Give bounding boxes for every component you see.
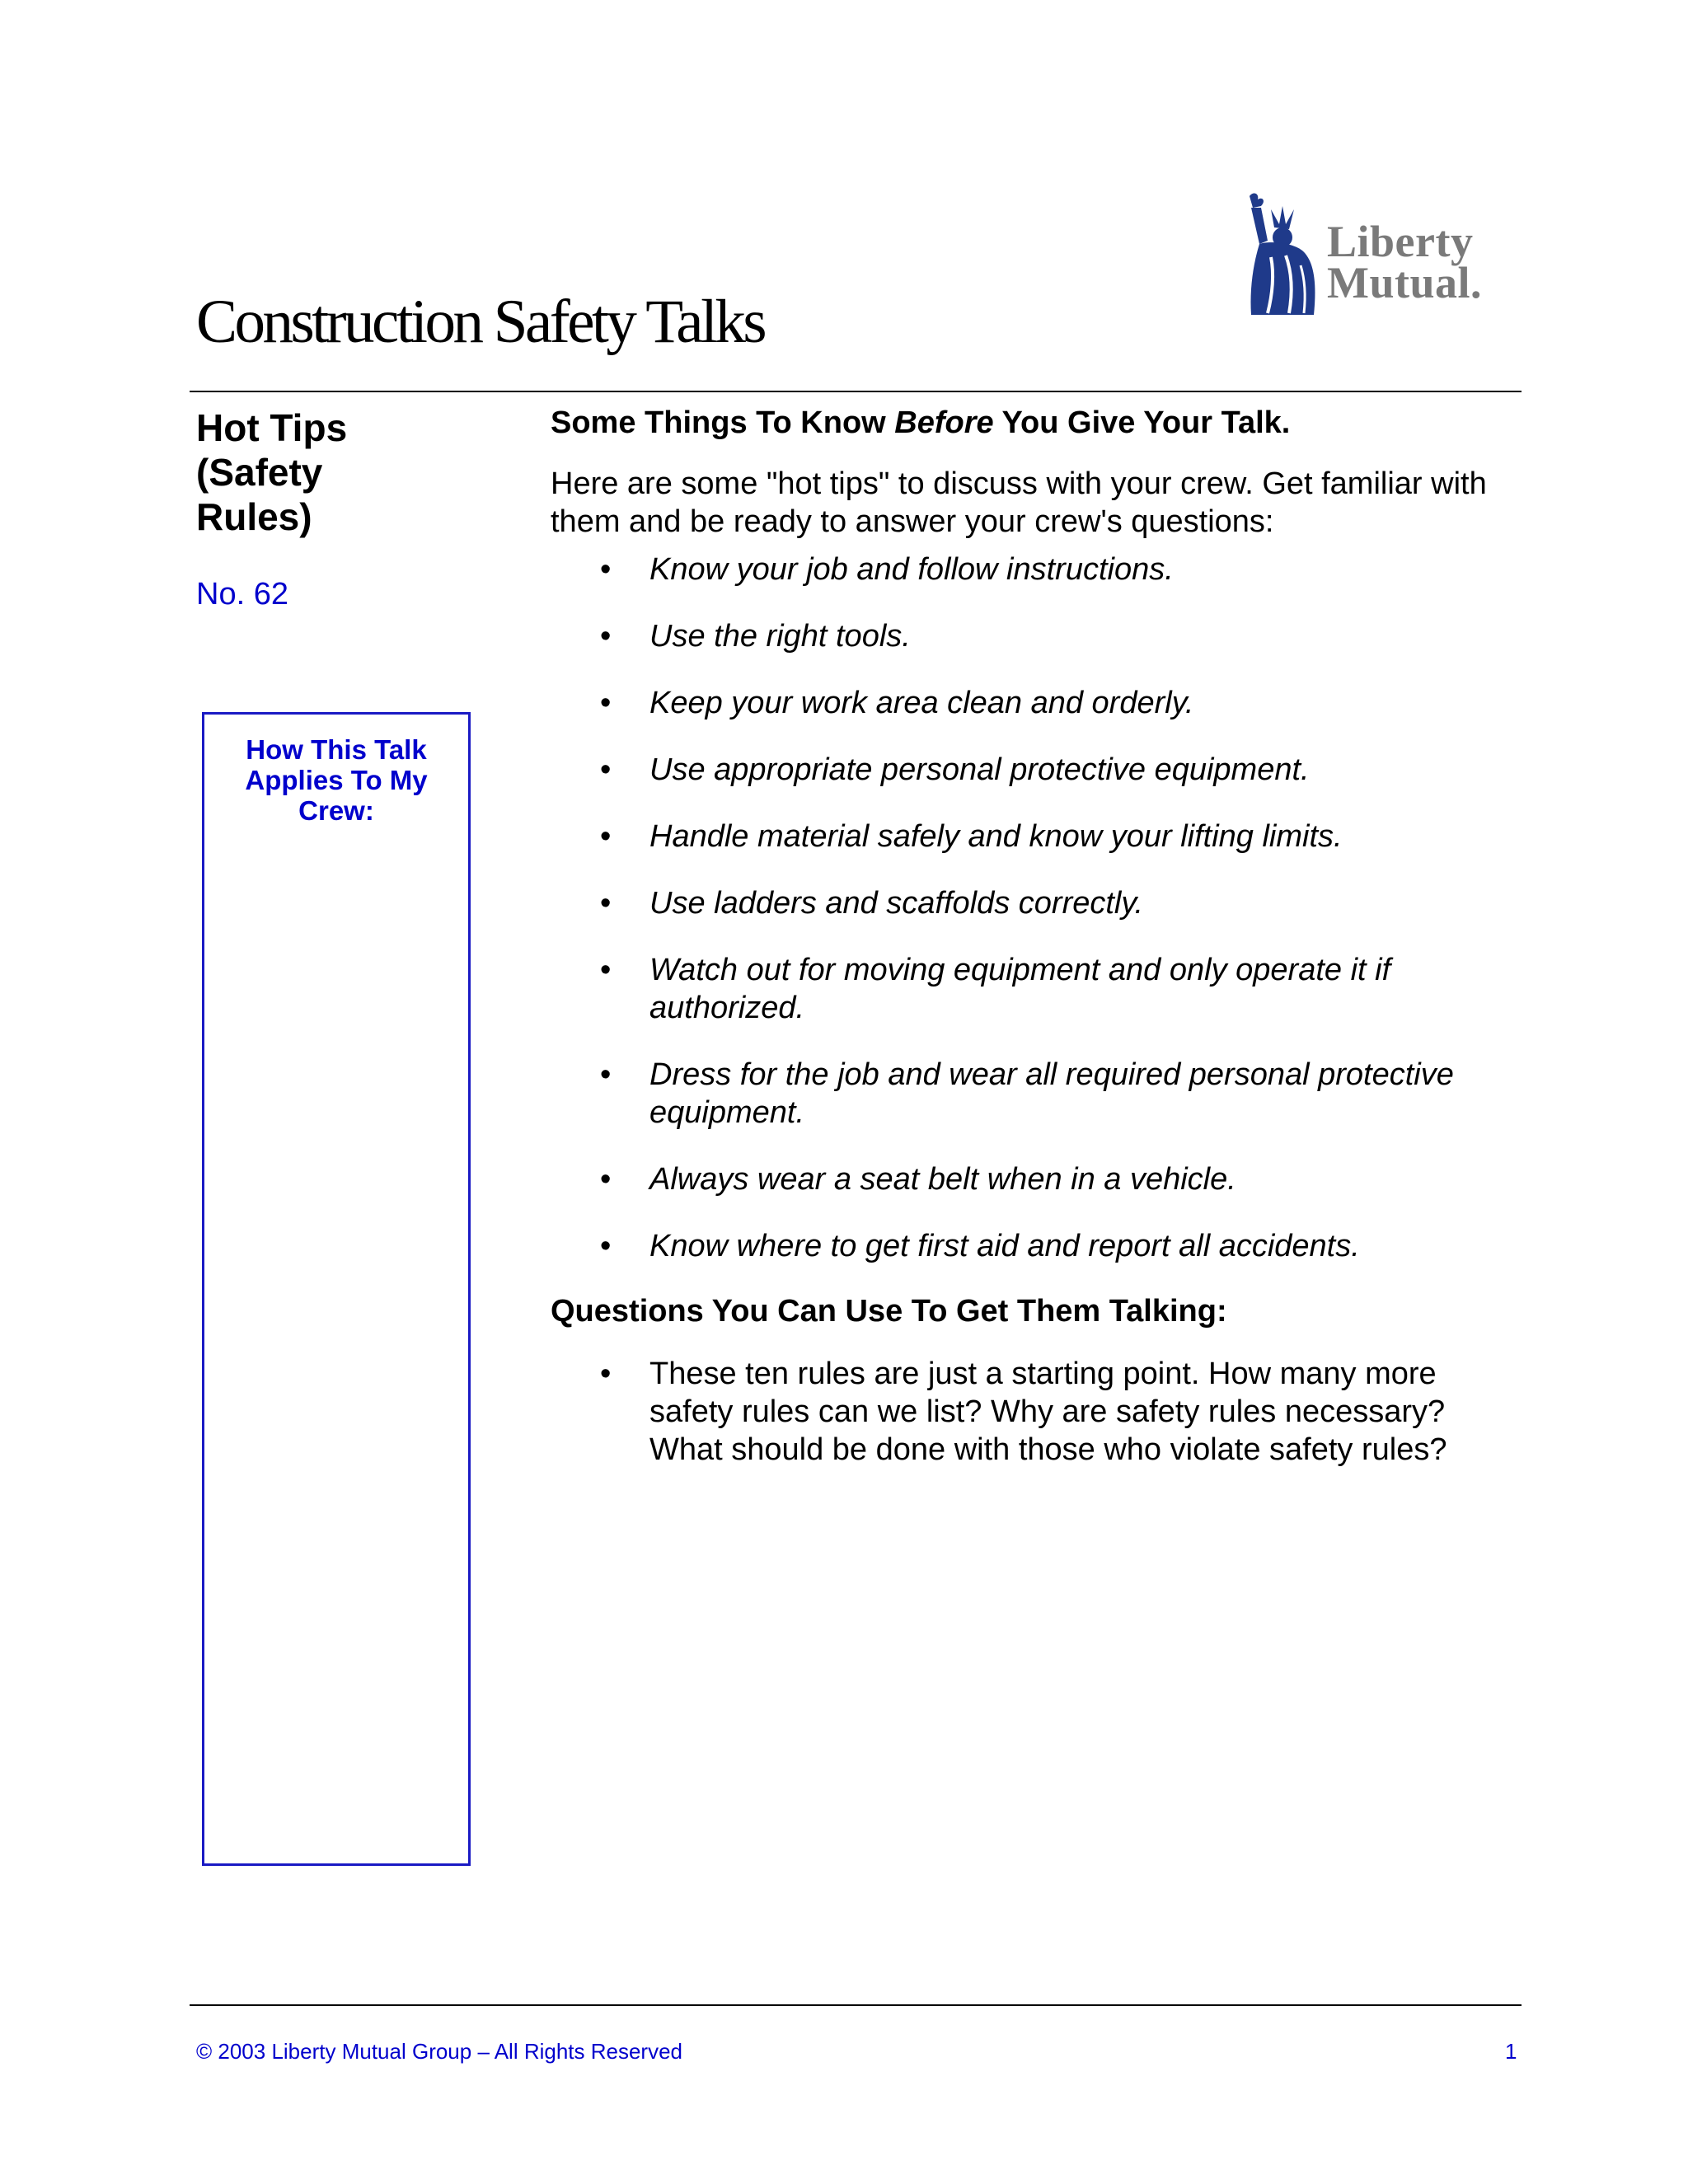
heading-emphasis: Before	[894, 405, 994, 440]
tip-text: Know your job and follow instructions.	[649, 552, 1174, 587]
hot-tips-list	[551, 551, 1515, 1265]
heading-pre: Some Things To Know	[551, 405, 895, 440]
bullet-icon: •	[600, 1229, 612, 1263]
bullet-icon: •	[600, 686, 612, 720]
bullet-icon: •	[600, 752, 612, 787]
header-divider	[190, 391, 1522, 392]
logo-line-1: Liberty	[1327, 217, 1474, 266]
heading-post: You Give Your Talk.	[993, 405, 1291, 440]
bullet-icon: •	[600, 619, 612, 654]
crew-box-title-line: Crew:	[298, 795, 374, 826]
crew-box-title-line: How This Talk	[246, 734, 427, 765]
talk-topic-line: Hot Tips	[196, 406, 348, 449]
crew-notes-box[interactable]	[202, 712, 471, 1866]
tip-text: Know where to get first aid and report all accidents.	[649, 1229, 1360, 1263]
tip-text: Dress for the job and wear all required personal protective equipment.	[649, 1057, 1454, 1130]
talk-topic-title	[196, 405, 443, 539]
tip-text: Use ladders and scaffolds correctly.	[649, 886, 1144, 921]
tip-text: Always wear a seat belt when in a vehicle.	[649, 1162, 1236, 1197]
bullet-icon: •	[600, 1162, 612, 1197]
question-text: These ten rules are just a starting point. How many more safety rules can we list? Why are safety rules necessary? What should be done with those who violate safety rules?	[649, 1357, 1447, 1467]
list-item	[551, 1056, 1515, 1132]
tip-text: Handle material safely and know your lifting limits.	[649, 819, 1343, 854]
before-talk-heading	[551, 404, 1515, 442]
list-item	[551, 884, 1515, 922]
bullet-icon: •	[600, 819, 612, 854]
tip-text: Use appropriate personal protective equipment.	[649, 752, 1310, 787]
list-item	[551, 751, 1515, 789]
talk-number: No. 62	[196, 577, 288, 612]
copyright-notice: © 2003 Liberty Mutual Group – All Rights Reserved	[196, 2039, 683, 2064]
footer-divider	[190, 2004, 1522, 2006]
bullet-icon: •	[600, 1357, 612, 1391]
list-item	[551, 551, 1515, 588]
list-item	[551, 1227, 1515, 1265]
tip-text: Keep your work area clean and orderly.	[649, 686, 1194, 720]
crew-notes-box-title	[204, 734, 468, 826]
talk-topic-line: Rules)	[196, 495, 312, 538]
tip-text: Watch out for moving equipment and only operate it if authorized.	[649, 953, 1391, 1025]
intro-paragraph: Here are some "hot tips" to discuss with your crew. Get familiar with them and be ready to answer your crew's questions:	[551, 466, 1487, 539]
page-title: Construction Safety Talks	[196, 288, 765, 356]
list-item	[551, 1160, 1515, 1198]
main-content	[551, 404, 1515, 1469]
crew-box-title-line: Applies To My	[245, 765, 428, 795]
talk-topic-line: (Safety	[196, 451, 323, 494]
list-item	[551, 684, 1515, 722]
bullet-icon: •	[600, 953, 612, 987]
list-item	[551, 951, 1515, 1027]
list-item	[551, 617, 1515, 655]
logo-wordmark	[1327, 217, 1483, 307]
page-number: 1	[1505, 2039, 1517, 2064]
tip-text: Use the right tools.	[649, 619, 911, 654]
questions-heading: Questions You Can Use To Get Them Talking:	[551, 1294, 1227, 1329]
list-item	[551, 1355, 1515, 1469]
bullet-icon: •	[600, 1057, 612, 1092]
bullet-icon: •	[600, 886, 612, 921]
bullet-icon: •	[600, 552, 612, 587]
liberty-mutual-logo	[1235, 191, 1515, 315]
list-item	[551, 818, 1515, 855]
statue-of-liberty-icon	[1235, 191, 1325, 315]
questions-list	[551, 1355, 1515, 1469]
logo-line-2: Mutual.	[1327, 258, 1483, 307]
